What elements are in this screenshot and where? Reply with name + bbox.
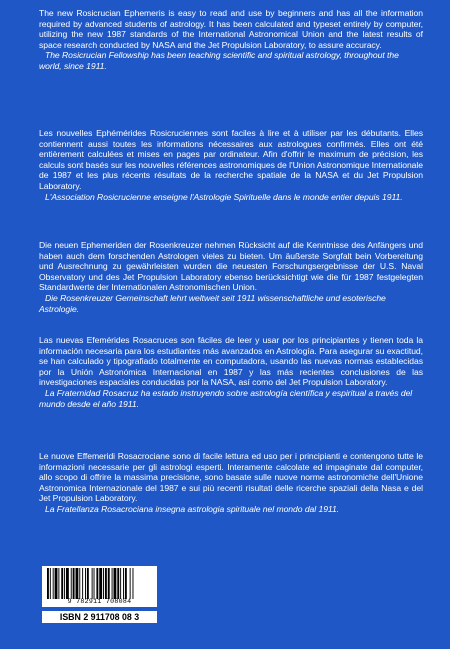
blurb-italian [39, 451, 423, 515]
barcode-bar [85, 568, 86, 599]
barcode-bar [53, 568, 54, 599]
blurb-french-motto: L'Association Rosicrucienne enseigne l'Astrologie Spirituelle dans le monde entier depuis 1911. [45, 191, 403, 202]
blurb-german-motto: Die Rosenkreuzer Gemeinschaft lehrt weltweit seit 1911 wissenschaftliche und esoterische Astrologie. [39, 292, 386, 314]
barcode-bar [103, 568, 104, 599]
barcode-bar [79, 568, 80, 599]
barcode-bar [71, 568, 72, 599]
blurb-german-body: Die neuen Ephemeriden der Rosenkreuzer nehmen Rücksicht auf die Kenntnisse des Anfängers und haben auch dem forschenden Astrologen vieles zu bieten. Um äußerste Sorgfalt bein Vorbereitung und Ausrechnung zu gewährleisten wurden die neuesten Forschungsergebnisse der U.S. Naval Observatory und des Jet Propulsion Laboratory ebenso berücksichtigt wie die für 1987 festgelegten Standardwerte der Internationalen Astronomischen Union. [39, 240, 423, 293]
barcode-bar [61, 568, 63, 599]
blurb-french [39, 128, 423, 202]
barcode-bar [125, 568, 127, 599]
blurb-spanish-body: Las nuevas Efemérides Rosacruces son fáciles de leer y usar por los principiantes y tienen toda la información necesaria para los estudiantes más avanzados en Astrología. Para asegurar su exactitud, se han calculado y tipografiado totalmente en computadora, usando las nuevas normas establecidas por la Unión Astronómica Internacional en 1987 y las más recientes conclusiones de las investigaciones espaciales conducidas por la NASA, así como del Jet Propulsion Laboratory. [39, 335, 423, 388]
isbn-label: ISBN 2 911708 08 3 [42, 611, 157, 623]
barcode-bar [112, 568, 113, 599]
blurb-italian-body: Le nuove Effemeridi Rosacrociane sono di facile lettura ed uso per i principianti e contengono tutte le informazioni necessarie per gli astrologi esperti. Interamente calcolate ed impaginate dal computer, allo scopo di offrire la massima precisione, sono basate sulle nuove norme astronomiche dell'Unione Astronomica Internazionale del 1987 e sui più recenti risultati delle ricerche spaziali della Nasa e del Jet Propulsion Laboratory. [39, 451, 423, 504]
barcode-bar [87, 568, 89, 599]
barcode-bar [82, 568, 83, 599]
barcode-bar [66, 568, 69, 599]
barcode-digits: 9 782911 708084 [67, 598, 132, 605]
barcode-bar [50, 568, 51, 599]
barcode-label [42, 566, 157, 607]
barcode-bar [105, 568, 107, 599]
barcode-bar [96, 568, 98, 599]
barcode-bar [114, 568, 117, 599]
barcode-bar [123, 568, 124, 599]
barcode-icon [47, 568, 152, 599]
barcode-bar [117, 568, 119, 599]
blurb-german [39, 240, 423, 314]
blurb-english-body: The new Rosicrucian Ephemeris is easy to read and use by beginners and has all the information required by advanced students of astrology. It has been calculated and typeset entirely by computer, utilizing the new 1987 standards of the International Astronomical Union and the latest results of space research conducted by NASA and the Jet Propulsion Laboratory, to assure accuracy. [39, 8, 423, 50]
blurb-english [39, 8, 423, 72]
barcode-bar [92, 568, 93, 599]
barcode-bar [58, 568, 59, 599]
blurb-italian-motto: La Fratellanza Rosacrociana insegna astrologia spirituale nel mondo dal 1911. [45, 503, 340, 514]
barcode-bar [108, 568, 110, 599]
blurb-french-body: Les nouvelles Ephémérides Rosicruciennes sont faciles à lire et à utiliser par les débutants. Elles contiennent aussi toutes les informations nécessaires aux astrologues confirmés. Elles ont été entièrement calculées et mises en pages par ordinateur. Afin d'offrir le maximum de précision, les calculs sont basés sur les nouvelles références astronomiques de l'Union Astronomique Internationale de 1987 et les plus récents résultats de la recherche spatiale de la NASA et du Jet Propulsion Laboratory. [39, 128, 423, 191]
barcode-bar [55, 568, 58, 599]
barcode-bar [73, 568, 75, 599]
barcode-bar [99, 568, 102, 599]
barcode-bar [120, 568, 121, 599]
barcode-bar [76, 568, 79, 599]
barcode-bar [130, 568, 131, 599]
barcode-bar [94, 568, 95, 599]
barcode-bar [133, 568, 134, 599]
blurb-spanish-motto: La Fraternidad Rosacruz ha estado instruyendo sobre astrología científica y espiritual a través del mundo desde el año 1911. [39, 387, 413, 409]
barcode-bar [47, 568, 49, 599]
barcode-bar [64, 568, 65, 599]
blurb-english-motto: The Rosicrucian Fellowship has been teaching scientific and spiritual astrology, throughout the world, since 1911. [39, 50, 399, 71]
blurb-spanish [39, 335, 423, 409]
